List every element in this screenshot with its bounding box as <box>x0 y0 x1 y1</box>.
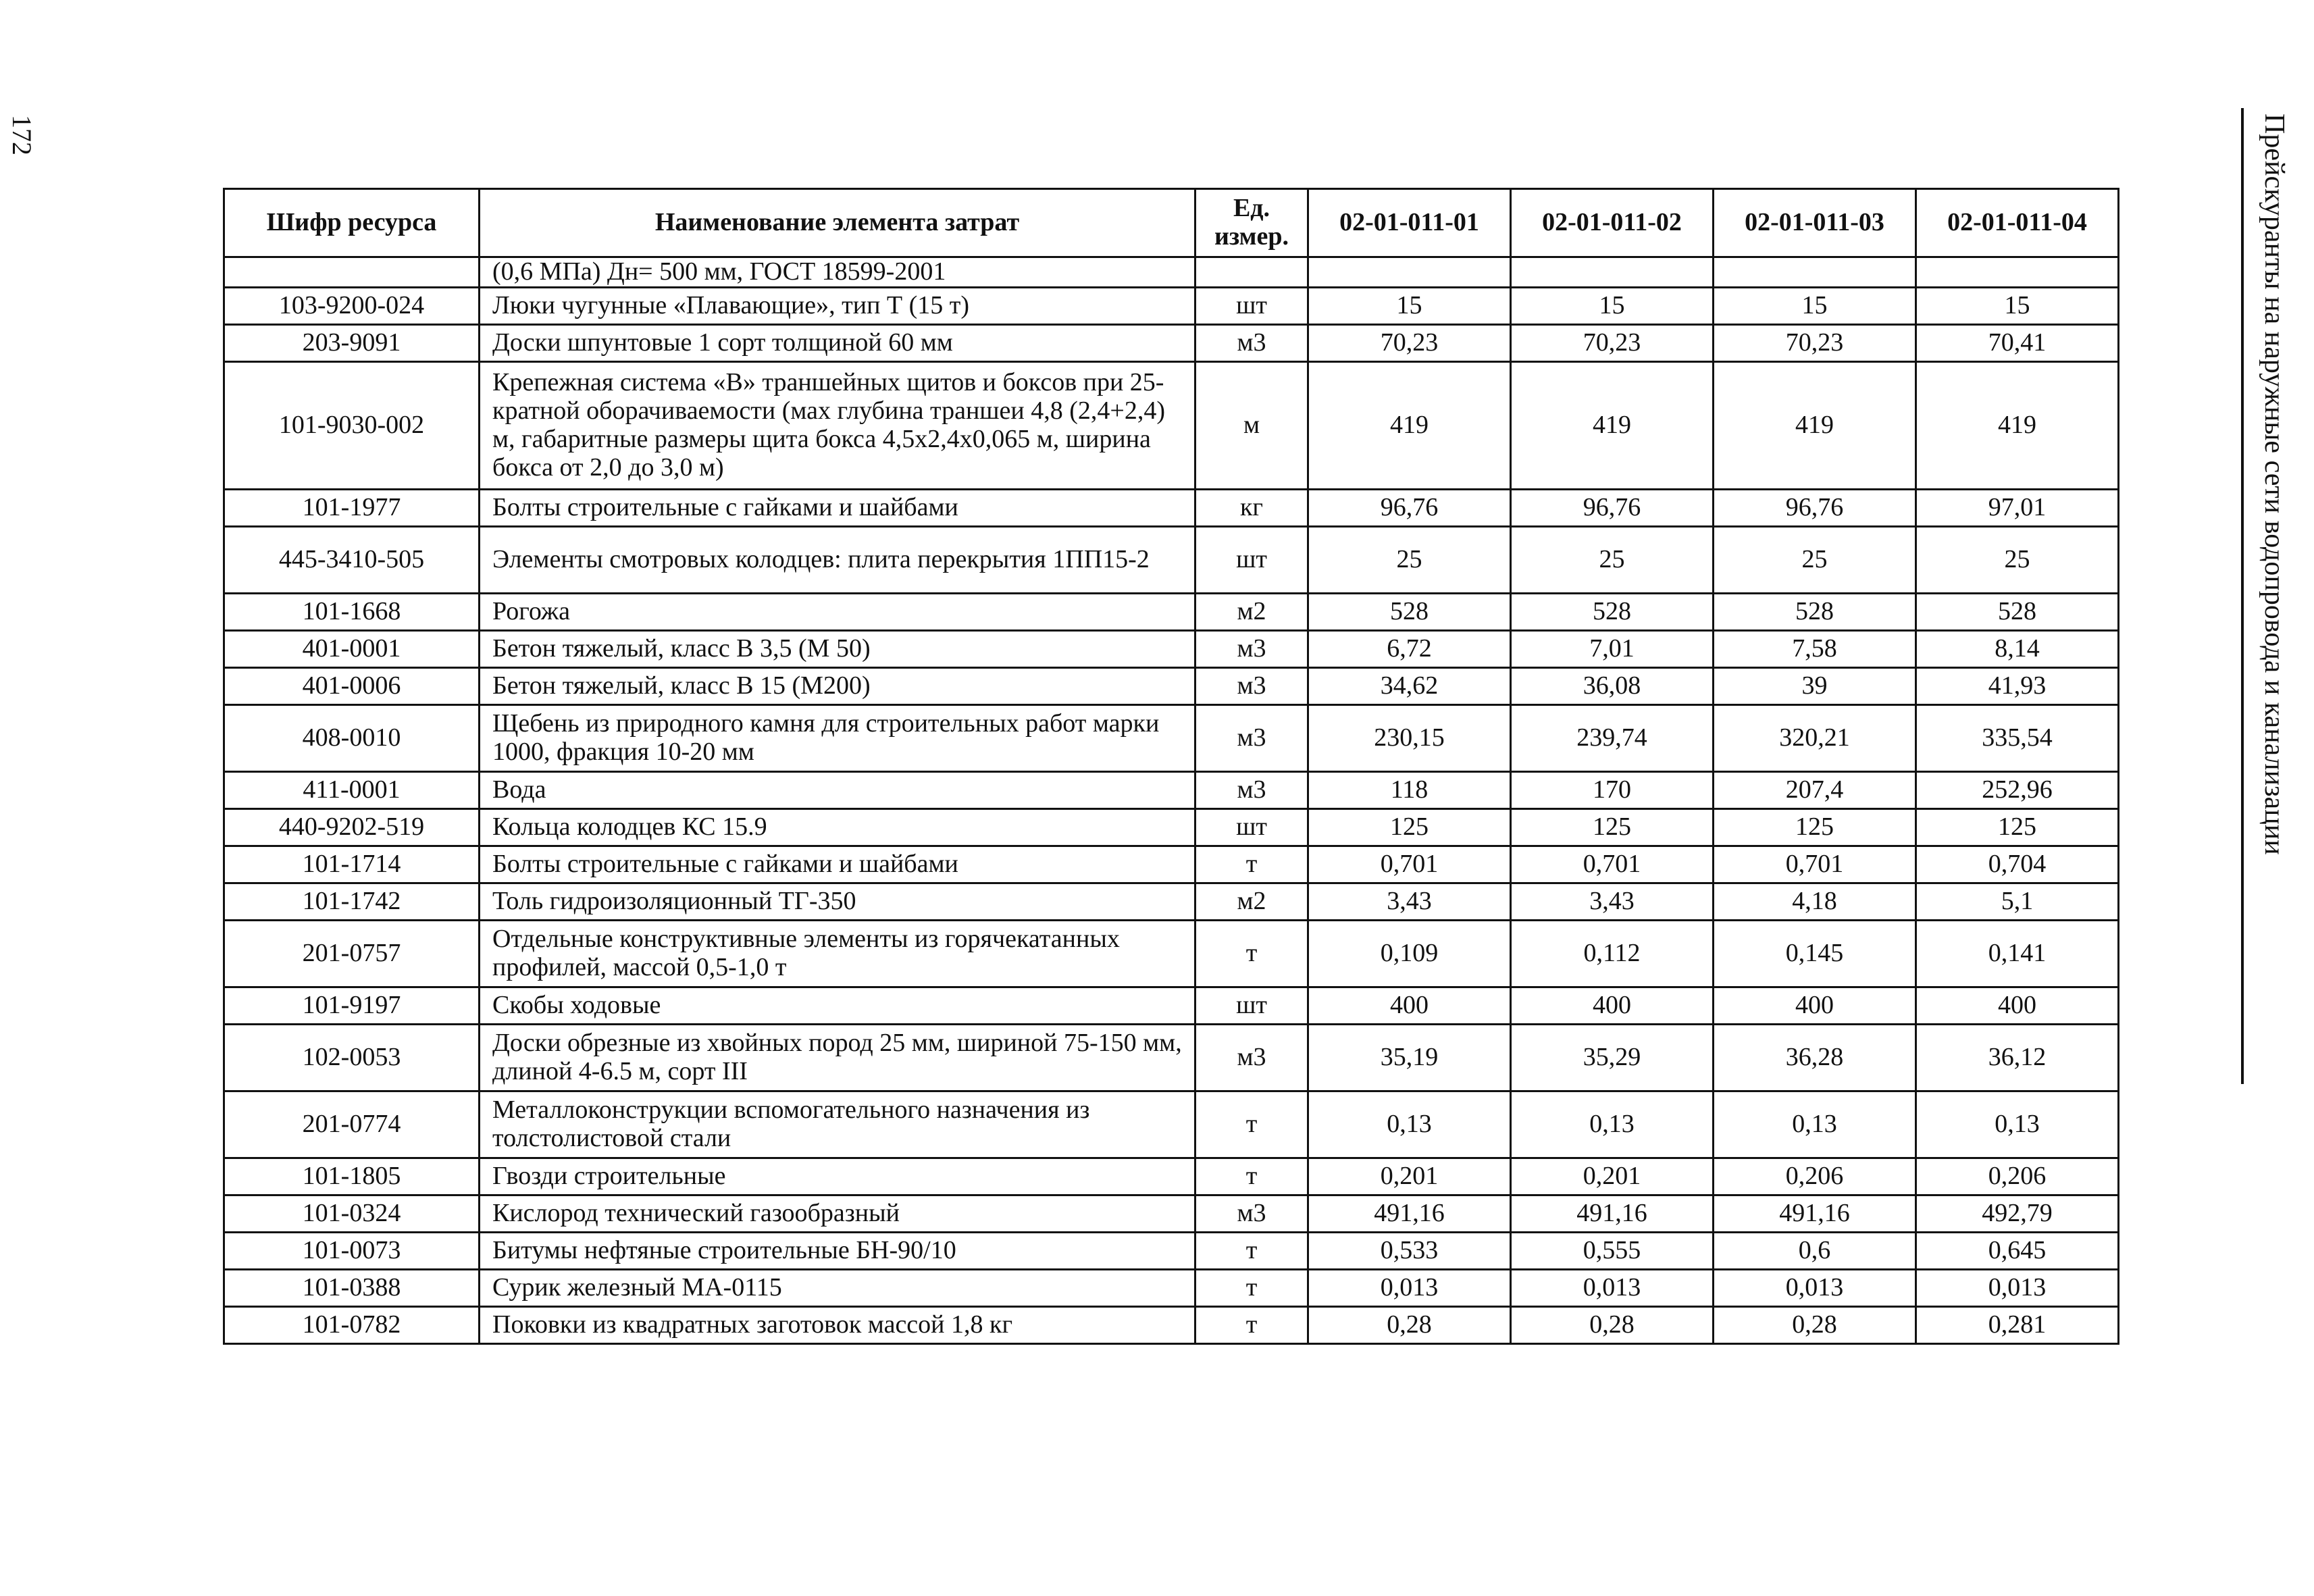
cell-value-4: 0,206 <box>1916 1158 2119 1195</box>
cell-value-4: 125 <box>1916 808 2119 846</box>
cell-code: 401-0001 <box>224 630 480 667</box>
cell-name: Толь гидроизоляционный ТГ-350 <box>480 883 1195 920</box>
table-row <box>224 771 2119 808</box>
cell-value-1: 70,23 <box>1308 324 1511 361</box>
header-name: Наименование элемента затрат <box>480 189 1195 257</box>
cell-code: 101-0073 <box>224 1232 480 1269</box>
cell-unit: шт <box>1195 808 1308 846</box>
cell-value-1: 400 <box>1308 987 1511 1024</box>
cell-value-3: 419 <box>1714 361 1916 489</box>
cell-value-1: 3,43 <box>1308 883 1511 920</box>
table-row <box>224 1158 2119 1195</box>
cell-value-4: 15 <box>1916 287 2119 324</box>
cell-unit: т <box>1195 1306 1308 1343</box>
cell-value-2: 125 <box>1511 808 1714 846</box>
cell-value-1: 25 <box>1308 526 1511 593</box>
cell-code <box>224 257 480 288</box>
cell-value-2: 0,013 <box>1511 1269 1714 1306</box>
cell-value-4: 0,13 <box>1916 1091 2119 1158</box>
cell-value-1: 125 <box>1308 808 1511 846</box>
cell-value-3 <box>1714 257 1916 288</box>
cell-unit: м3 <box>1195 704 1308 771</box>
cell-name: Поковки из квадратных заготовок массой 1,8 кг <box>480 1306 1195 1343</box>
cell-value-1: 230,15 <box>1308 704 1511 771</box>
cell-code: 101-0388 <box>224 1269 480 1306</box>
cell-value-3: 0,28 <box>1714 1306 1916 1343</box>
table-row <box>224 1306 2119 1343</box>
cell-value-2: 36,08 <box>1511 667 1714 704</box>
cell-value-1: 35,19 <box>1308 1024 1511 1091</box>
table-row <box>224 1232 2119 1269</box>
cell-unit: кг <box>1195 489 1308 526</box>
cell-value-1: 118 <box>1308 771 1511 808</box>
cell-code: 101-1668 <box>224 593 480 630</box>
cell-value-4: 8,14 <box>1916 630 2119 667</box>
cell-value-4: 492,79 <box>1916 1195 2119 1232</box>
cell-value-3: 70,23 <box>1714 324 1916 361</box>
table-row <box>224 667 2119 704</box>
cell-value-1: 0,13 <box>1308 1091 1511 1158</box>
page-number: 172 <box>7 115 37 155</box>
cell-value-2: 35,29 <box>1511 1024 1714 1091</box>
cell-value-3: 400 <box>1714 987 1916 1024</box>
cell-value-2: 491,16 <box>1511 1195 1714 1232</box>
cell-value-4: 528 <box>1916 593 2119 630</box>
cell-name: Крепежная система «В» траншейных щитов и боксов при 25-кратной оборачиваемости (мах глубина траншеи 4,8 (2,4+2,4) м, габаритные размеры щита бокса 4,5х2,4х0,065 м, ширина бокса от 2,0 до 3,0 м) <box>480 361 1195 489</box>
header-code: Шифр ресурса <box>224 189 480 257</box>
cell-name: Болты строительные с гайками и шайбами <box>480 489 1195 526</box>
cell-value-3: 96,76 <box>1714 489 1916 526</box>
table-row <box>224 593 2119 630</box>
cell-unit: шт <box>1195 987 1308 1024</box>
cell-value-2: 239,74 <box>1511 704 1714 771</box>
table-row <box>224 808 2119 846</box>
cell-value-4: 70,41 <box>1916 324 2119 361</box>
table-row <box>224 324 2119 361</box>
cell-value-3: 39 <box>1714 667 1916 704</box>
cell-unit: м2 <box>1195 593 1308 630</box>
cell-value-2: 0,701 <box>1511 846 1714 883</box>
cell-unit: шт <box>1195 526 1308 593</box>
cell-value-4: 419 <box>1916 361 2119 489</box>
table-row <box>224 287 2119 324</box>
cell-unit: т <box>1195 920 1308 987</box>
cell-value-1: 0,533 <box>1308 1232 1511 1269</box>
cell-value-4: 400 <box>1916 987 2119 1024</box>
cell-value-1: 15 <box>1308 287 1511 324</box>
header-col4: 02-01-011-04 <box>1916 189 2119 257</box>
cell-value-3: 0,145 <box>1714 920 1916 987</box>
cell-value-2: 0,28 <box>1511 1306 1714 1343</box>
cell-name: Металлоконструкции вспомогательного назначения из толстолистовой стали <box>480 1091 1195 1158</box>
cell-name: Люки чугунные «Плавающие», тип Т (15 т) <box>480 287 1195 324</box>
table-row <box>224 1269 2119 1306</box>
cell-value-2: 25 <box>1511 526 1714 593</box>
cell-value-2: 170 <box>1511 771 1714 808</box>
cell-value-4: 0,281 <box>1916 1306 2119 1343</box>
cell-name: Бетон тяжелый, класс В 3,5 (М 50) <box>480 630 1195 667</box>
cell-code: 101-1977 <box>224 489 480 526</box>
cell-unit: м3 <box>1195 667 1308 704</box>
cell-value-3: 207,4 <box>1714 771 1916 808</box>
cell-value-1: 528 <box>1308 593 1511 630</box>
cell-value-3: 125 <box>1714 808 1916 846</box>
cell-value-3: 25 <box>1714 526 1916 593</box>
cell-name: Битумы нефтяные строительные БН-90/10 <box>480 1232 1195 1269</box>
cell-value-1: 34,62 <box>1308 667 1511 704</box>
cell-unit: т <box>1195 1269 1308 1306</box>
cell-unit: т <box>1195 1158 1308 1195</box>
cell-unit: м3 <box>1195 1195 1308 1232</box>
cell-value-2: 15 <box>1511 287 1714 324</box>
cell-name: Сурик железный МА-0115 <box>480 1269 1195 1306</box>
table-row <box>224 630 2119 667</box>
header-col1: 02-01-011-01 <box>1308 189 1511 257</box>
cell-name: Болты строительные с гайками и шайбами <box>480 846 1195 883</box>
cell-value-4: 5,1 <box>1916 883 2119 920</box>
cell-code: 101-9197 <box>224 987 480 1024</box>
cell-name: Щебень из природного камня для строительных работ марки 1000, фракция 10-20 мм <box>480 704 1195 771</box>
cell-value-4: 25 <box>1916 526 2119 593</box>
cell-name: Вода <box>480 771 1195 808</box>
price-table <box>223 188 2119 1345</box>
cell-value-1 <box>1308 257 1511 288</box>
table-body <box>224 257 2119 1344</box>
table-row <box>224 920 2119 987</box>
cell-code: 101-0324 <box>224 1195 480 1232</box>
cell-name: Бетон тяжелый, класс В 15 (М200) <box>480 667 1195 704</box>
cell-name: Кислород технический газообразный <box>480 1195 1195 1232</box>
cell-value-4: 41,93 <box>1916 667 2119 704</box>
cell-value-1: 6,72 <box>1308 630 1511 667</box>
cell-value-3: 36,28 <box>1714 1024 1916 1091</box>
cell-value-1: 491,16 <box>1308 1195 1511 1232</box>
cell-value-3: 0,013 <box>1714 1269 1916 1306</box>
cell-code: 411-0001 <box>224 771 480 808</box>
cell-code: 201-0757 <box>224 920 480 987</box>
cell-name: Гвозди строительные <box>480 1158 1195 1195</box>
cell-value-1: 419 <box>1308 361 1511 489</box>
cell-unit: м <box>1195 361 1308 489</box>
table-row <box>224 704 2119 771</box>
cell-value-4: 0,704 <box>1916 846 2119 883</box>
cell-value-3: 320,21 <box>1714 704 1916 771</box>
table-row <box>224 257 2119 288</box>
cell-name: Отдельные конструктивные элементы из горячекатанных профилей, массой 0,5-1,0 т <box>480 920 1195 987</box>
cell-code: 445-3410-505 <box>224 526 480 593</box>
cell-code: 101-1805 <box>224 1158 480 1195</box>
cell-name: Доски шпунтовые 1 сорт толщиной 60 мм <box>480 324 1195 361</box>
cell-value-2: 96,76 <box>1511 489 1714 526</box>
cell-unit: м3 <box>1195 1024 1308 1091</box>
cell-code: 101-1742 <box>224 883 480 920</box>
table-row <box>224 846 2119 883</box>
cell-unit: м3 <box>1195 324 1308 361</box>
cell-name: Кольца колодцев КС 15.9 <box>480 808 1195 846</box>
side-title: Прейскуранты на наружные сети водопровода и канализации <box>2259 113 2290 855</box>
cell-unit: м2 <box>1195 883 1308 920</box>
cell-value-3: 15 <box>1714 287 1916 324</box>
table-header-row <box>224 189 2119 257</box>
cell-code: 102-0053 <box>224 1024 480 1091</box>
header-unit: Ед. измер. <box>1195 189 1308 257</box>
cell-value-4: 0,645 <box>1916 1232 2119 1269</box>
cell-unit: м3 <box>1195 630 1308 667</box>
cell-value-1: 96,76 <box>1308 489 1511 526</box>
cell-unit <box>1195 257 1308 288</box>
header-col2: 02-01-011-02 <box>1511 189 1714 257</box>
cell-code: 101-9030-002 <box>224 361 480 489</box>
table-row <box>224 883 2119 920</box>
cell-value-2: 400 <box>1511 987 1714 1024</box>
cell-value-3: 0,6 <box>1714 1232 1916 1269</box>
cell-value-2: 70,23 <box>1511 324 1714 361</box>
cell-value-4: 252,96 <box>1916 771 2119 808</box>
cell-unit: т <box>1195 1091 1308 1158</box>
cell-value-1: 0,013 <box>1308 1269 1511 1306</box>
cell-value-3: 491,16 <box>1714 1195 1916 1232</box>
cell-value-3: 7,58 <box>1714 630 1916 667</box>
table-row <box>224 987 2119 1024</box>
cell-code: 203-9091 <box>224 324 480 361</box>
cell-name: (0,6 МПа) Дн= 500 мм, ГОСТ 18599-2001 <box>480 257 1195 288</box>
cell-code: 408-0010 <box>224 704 480 771</box>
cell-value-2: 0,13 <box>1511 1091 1714 1158</box>
cell-value-2: 3,43 <box>1511 883 1714 920</box>
table-row <box>224 1091 2119 1158</box>
cell-code: 440-9202-519 <box>224 808 480 846</box>
cell-unit: т <box>1195 846 1308 883</box>
table-row <box>224 526 2119 593</box>
side-rule <box>2241 108 2244 1084</box>
cell-value-4: 0,013 <box>1916 1269 2119 1306</box>
cell-value-2: 0,112 <box>1511 920 1714 987</box>
cell-value-4 <box>1916 257 2119 288</box>
cell-code: 201-0774 <box>224 1091 480 1158</box>
cell-name: Элементы смотровых колодцев: плита перекрытия 1ПП15-2 <box>480 526 1195 593</box>
cell-value-2 <box>1511 257 1714 288</box>
header-col3: 02-01-011-03 <box>1714 189 1916 257</box>
table-row <box>224 361 2119 489</box>
cell-name: Доски обрезные из хвойных пород 25 мм, шириной 75-150 мм, длиной 4-6.5 м, сорт III <box>480 1024 1195 1091</box>
cell-code: 401-0006 <box>224 667 480 704</box>
cell-value-3: 0,13 <box>1714 1091 1916 1158</box>
cell-value-4: 0,141 <box>1916 920 2119 987</box>
cell-value-1: 0,109 <box>1308 920 1511 987</box>
cell-value-4: 335,54 <box>1916 704 2119 771</box>
cell-value-1: 0,201 <box>1308 1158 1511 1195</box>
cell-value-3: 0,206 <box>1714 1158 1916 1195</box>
cell-value-2: 419 <box>1511 361 1714 489</box>
cell-name: Скобы ходовые <box>480 987 1195 1024</box>
cell-name: Рогожа <box>480 593 1195 630</box>
cell-value-1: 0,701 <box>1308 846 1511 883</box>
cell-value-2: 528 <box>1511 593 1714 630</box>
table-row <box>224 1024 2119 1091</box>
cell-unit: шт <box>1195 287 1308 324</box>
cell-value-4: 97,01 <box>1916 489 2119 526</box>
cell-unit: т <box>1195 1232 1308 1269</box>
cell-value-2: 0,201 <box>1511 1158 1714 1195</box>
cell-unit: м3 <box>1195 771 1308 808</box>
table-row <box>224 489 2119 526</box>
cell-value-4: 36,12 <box>1916 1024 2119 1091</box>
cell-code: 101-0782 <box>224 1306 480 1343</box>
cell-value-1: 0,28 <box>1308 1306 1511 1343</box>
cell-value-3: 0,701 <box>1714 846 1916 883</box>
cell-value-2: 0,555 <box>1511 1232 1714 1269</box>
table-row <box>224 1195 2119 1232</box>
cell-code: 101-1714 <box>224 846 480 883</box>
cell-value-3: 4,18 <box>1714 883 1916 920</box>
cell-code: 103-9200-024 <box>224 287 480 324</box>
cell-value-2: 7,01 <box>1511 630 1714 667</box>
cell-value-3: 528 <box>1714 593 1916 630</box>
